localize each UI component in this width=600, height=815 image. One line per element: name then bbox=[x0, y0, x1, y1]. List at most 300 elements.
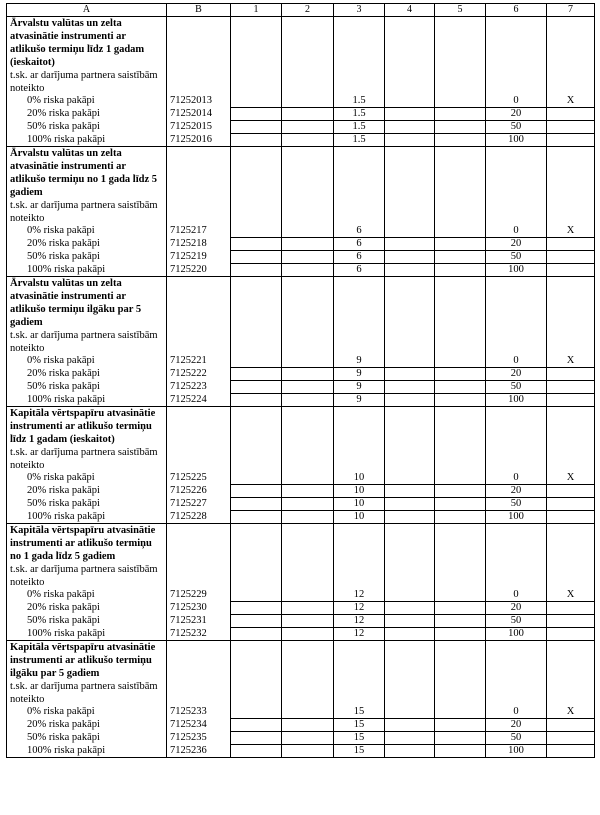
empty-cell bbox=[385, 225, 435, 238]
empty-cell bbox=[385, 472, 435, 485]
value-cell: 0 bbox=[486, 589, 547, 602]
value-cell: 6 bbox=[334, 225, 385, 238]
value-cell bbox=[547, 498, 595, 511]
value-cell: 50 bbox=[486, 381, 547, 394]
column-header: 1 bbox=[231, 4, 282, 17]
empty-cell bbox=[385, 628, 435, 641]
empty-cell bbox=[334, 147, 385, 226]
section-note: t.sk. ar darījuma partnera saistībām noteikto bbox=[10, 330, 158, 354]
empty-cell bbox=[385, 238, 435, 251]
empty-cell bbox=[435, 108, 486, 121]
value-cell: X bbox=[547, 225, 595, 238]
value-cell: 100 bbox=[486, 264, 547, 277]
empty-cell bbox=[231, 589, 282, 602]
risk-weight-label: 100% riska pakāpi bbox=[7, 511, 167, 524]
empty-cell bbox=[435, 641, 486, 707]
document-page bbox=[6, 3, 594, 758]
value-cell: 100 bbox=[486, 628, 547, 641]
table-row bbox=[7, 589, 595, 602]
column-header: 2 bbox=[282, 4, 334, 17]
empty-cell bbox=[231, 147, 282, 226]
risk-weight-label: 50% riska pakāpi bbox=[7, 121, 167, 134]
empty-cell bbox=[435, 472, 486, 485]
empty-cell bbox=[282, 472, 334, 485]
row-code: 71252014 bbox=[167, 108, 231, 121]
column-header: 6 bbox=[486, 4, 547, 17]
table-row bbox=[7, 251, 595, 264]
empty-cell bbox=[435, 745, 486, 758]
empty-cell bbox=[231, 745, 282, 758]
section-title-cell bbox=[7, 277, 167, 356]
empty-cell bbox=[486, 277, 547, 356]
section-header-row bbox=[7, 524, 595, 590]
value-cell: 20 bbox=[486, 719, 547, 732]
empty-cell bbox=[231, 628, 282, 641]
section-note: t.sk. ar darījuma partnera saistībām noteikto bbox=[10, 564, 158, 588]
empty-cell bbox=[282, 147, 334, 226]
risk-weight-label: 0% riska pakāpi bbox=[7, 706, 167, 719]
row-code: 7125227 bbox=[167, 498, 231, 511]
value-cell: 20 bbox=[486, 238, 547, 251]
empty-cell bbox=[385, 277, 435, 356]
table-row bbox=[7, 95, 595, 108]
value-cell: X bbox=[547, 589, 595, 602]
table-row bbox=[7, 485, 595, 498]
empty-cell bbox=[435, 485, 486, 498]
empty-cell bbox=[231, 251, 282, 264]
risk-weight-label: 0% riska pakāpi bbox=[7, 472, 167, 485]
section-title-cell bbox=[7, 147, 167, 226]
empty-cell bbox=[435, 381, 486, 394]
empty-cell bbox=[334, 17, 385, 96]
row-code: 7125226 bbox=[167, 485, 231, 498]
row-code: 7125222 bbox=[167, 368, 231, 381]
empty-cell bbox=[547, 524, 595, 590]
empty-cell bbox=[282, 381, 334, 394]
value-cell: 1.5 bbox=[334, 134, 385, 147]
table-row bbox=[7, 225, 595, 238]
risk-weight-label: 20% riska pakāpi bbox=[7, 238, 167, 251]
empty-cell bbox=[486, 407, 547, 473]
table-row bbox=[7, 745, 595, 758]
value-cell: 100 bbox=[486, 394, 547, 407]
value-cell: 0 bbox=[486, 706, 547, 719]
empty-cell bbox=[435, 251, 486, 264]
empty-cell bbox=[231, 498, 282, 511]
risk-weight-label: 100% riska pakāpi bbox=[7, 745, 167, 758]
value-cell bbox=[547, 134, 595, 147]
column-header: 7 bbox=[547, 4, 595, 17]
empty-cell bbox=[282, 108, 334, 121]
empty-cell bbox=[282, 264, 334, 277]
empty-cell bbox=[282, 407, 334, 473]
empty-cell bbox=[486, 524, 547, 590]
risk-weight-label: 50% riska pakāpi bbox=[7, 615, 167, 628]
empty-cell bbox=[385, 368, 435, 381]
table-row bbox=[7, 628, 595, 641]
value-cell: 50 bbox=[486, 732, 547, 745]
value-cell: 9 bbox=[334, 355, 385, 368]
section-title: Kapitāla vērtspapīru atvasinātie instrumenti ar atlikušo termiņu no 1 gada līdz 5 gadiem bbox=[10, 525, 156, 562]
empty-cell bbox=[282, 524, 334, 590]
section-note: t.sk. ar darījuma partnera saistībām noteikto bbox=[10, 70, 158, 94]
value-cell: 12 bbox=[334, 602, 385, 615]
table-row bbox=[7, 732, 595, 745]
empty-cell bbox=[231, 511, 282, 524]
empty-cell bbox=[547, 147, 595, 226]
empty-cell bbox=[231, 615, 282, 628]
table-row bbox=[7, 615, 595, 628]
row-code: 7125224 bbox=[167, 394, 231, 407]
risk-weight-table bbox=[6, 3, 595, 758]
section-note: t.sk. ar darījuma partnera saistībām noteikto bbox=[10, 200, 158, 224]
value-cell: 50 bbox=[486, 251, 547, 264]
value-cell: 10 bbox=[334, 472, 385, 485]
risk-weight-label: 20% riska pakāpi bbox=[7, 719, 167, 732]
value-cell bbox=[547, 108, 595, 121]
empty-cell bbox=[385, 602, 435, 615]
empty-cell bbox=[547, 17, 595, 96]
empty-cell bbox=[385, 589, 435, 602]
empty-cell bbox=[435, 394, 486, 407]
empty-cell bbox=[435, 121, 486, 134]
empty-cell bbox=[385, 524, 435, 590]
table-row bbox=[7, 121, 595, 134]
value-cell: 20 bbox=[486, 602, 547, 615]
value-cell: 15 bbox=[334, 732, 385, 745]
empty-cell bbox=[435, 589, 486, 602]
empty-cell bbox=[486, 147, 547, 226]
empty-cell bbox=[435, 225, 486, 238]
table-row bbox=[7, 238, 595, 251]
empty-cell bbox=[385, 485, 435, 498]
section-header-row bbox=[7, 147, 595, 226]
empty-cell bbox=[282, 394, 334, 407]
empty-cell bbox=[231, 381, 282, 394]
value-cell: 10 bbox=[334, 485, 385, 498]
empty-cell bbox=[385, 732, 435, 745]
risk-weight-label: 0% riska pakāpi bbox=[7, 95, 167, 108]
empty-cell bbox=[231, 238, 282, 251]
empty-cell bbox=[385, 498, 435, 511]
empty-cell bbox=[282, 602, 334, 615]
risk-weight-label: 20% riska pakāpi bbox=[7, 108, 167, 121]
value-cell: 50 bbox=[486, 615, 547, 628]
value-cell bbox=[547, 485, 595, 498]
value-cell bbox=[547, 238, 595, 251]
section-note: t.sk. ar darījuma partnera saistībām noteikto bbox=[10, 447, 158, 471]
empty-cell bbox=[435, 277, 486, 356]
empty-cell bbox=[435, 368, 486, 381]
value-cell: 1.5 bbox=[334, 95, 385, 108]
value-cell: 1.5 bbox=[334, 121, 385, 134]
empty-cell bbox=[282, 745, 334, 758]
risk-weight-label: 100% riska pakāpi bbox=[7, 628, 167, 641]
empty-cell bbox=[385, 745, 435, 758]
value-cell bbox=[547, 719, 595, 732]
empty-cell bbox=[282, 238, 334, 251]
value-cell: 0 bbox=[486, 355, 547, 368]
empty-cell bbox=[385, 641, 435, 707]
empty-cell bbox=[385, 121, 435, 134]
risk-weight-label: 20% riska pakāpi bbox=[7, 368, 167, 381]
value-cell: 9 bbox=[334, 368, 385, 381]
empty-cell bbox=[167, 407, 231, 473]
table-row bbox=[7, 134, 595, 147]
risk-weight-label: 100% riska pakāpi bbox=[7, 134, 167, 147]
table-row bbox=[7, 381, 595, 394]
value-cell bbox=[547, 511, 595, 524]
empty-cell bbox=[282, 17, 334, 96]
empty-cell bbox=[385, 511, 435, 524]
empty-cell bbox=[231, 225, 282, 238]
empty-cell bbox=[435, 602, 486, 615]
risk-weight-label: 50% riska pakāpi bbox=[7, 381, 167, 394]
empty-cell bbox=[385, 108, 435, 121]
value-cell: 10 bbox=[334, 511, 385, 524]
empty-cell bbox=[334, 407, 385, 473]
value-cell bbox=[547, 264, 595, 277]
row-code: 7125225 bbox=[167, 472, 231, 485]
empty-cell bbox=[231, 394, 282, 407]
risk-weight-label: 0% riska pakāpi bbox=[7, 589, 167, 602]
empty-cell bbox=[385, 134, 435, 147]
empty-cell bbox=[385, 719, 435, 732]
empty-cell bbox=[334, 277, 385, 356]
empty-cell bbox=[435, 355, 486, 368]
row-code: 7125220 bbox=[167, 264, 231, 277]
section-header-row bbox=[7, 277, 595, 356]
empty-cell bbox=[231, 706, 282, 719]
value-cell: 6 bbox=[334, 251, 385, 264]
empty-cell bbox=[282, 485, 334, 498]
value-cell: X bbox=[547, 355, 595, 368]
value-cell: 50 bbox=[486, 498, 547, 511]
risk-weight-label: 20% riska pakāpi bbox=[7, 602, 167, 615]
empty-cell bbox=[486, 641, 547, 707]
empty-cell bbox=[334, 524, 385, 590]
value-cell bbox=[547, 381, 595, 394]
section-header-row bbox=[7, 641, 595, 707]
empty-cell bbox=[282, 615, 334, 628]
row-code: 71252016 bbox=[167, 134, 231, 147]
risk-weight-label: 20% riska pakāpi bbox=[7, 485, 167, 498]
empty-cell bbox=[282, 589, 334, 602]
table-row bbox=[7, 108, 595, 121]
empty-cell bbox=[282, 628, 334, 641]
empty-cell bbox=[231, 108, 282, 121]
empty-cell bbox=[282, 498, 334, 511]
row-code: 7125233 bbox=[167, 706, 231, 719]
empty-cell bbox=[385, 264, 435, 277]
empty-cell bbox=[385, 706, 435, 719]
row-code: 7125234 bbox=[167, 719, 231, 732]
empty-cell bbox=[435, 95, 486, 108]
section-title: Ārvalstu valūtas un zelta atvasinātie instrumenti ar atlikušo termiņu ilgāku par 5 gadiem bbox=[10, 278, 142, 328]
column-header: 3 bbox=[334, 4, 385, 17]
section-title: Ārvalstu valūtas un zelta atvasinātie instrumenti ar atlikušo termiņu no 1 gada līdz 5 gadiem bbox=[10, 148, 158, 198]
empty-cell bbox=[231, 732, 282, 745]
row-code: 7125217 bbox=[167, 225, 231, 238]
empty-cell bbox=[167, 641, 231, 707]
empty-cell bbox=[547, 407, 595, 473]
empty-cell bbox=[435, 732, 486, 745]
value-cell: 15 bbox=[334, 745, 385, 758]
empty-cell bbox=[435, 628, 486, 641]
risk-weight-label: 100% riska pakāpi bbox=[7, 264, 167, 277]
risk-weight-label: 50% riska pakāpi bbox=[7, 498, 167, 511]
section-title-cell bbox=[7, 641, 167, 707]
empty-cell bbox=[231, 602, 282, 615]
risk-weight-label: 100% riska pakāpi bbox=[7, 394, 167, 407]
column-header: B bbox=[167, 4, 231, 17]
empty-cell bbox=[231, 17, 282, 96]
empty-cell bbox=[282, 706, 334, 719]
empty-cell bbox=[385, 407, 435, 473]
value-cell: 12 bbox=[334, 615, 385, 628]
empty-cell bbox=[231, 368, 282, 381]
empty-cell bbox=[231, 121, 282, 134]
empty-cell bbox=[435, 615, 486, 628]
empty-cell bbox=[282, 511, 334, 524]
value-cell bbox=[547, 615, 595, 628]
value-cell: 20 bbox=[486, 368, 547, 381]
value-cell: 1.5 bbox=[334, 108, 385, 121]
empty-cell bbox=[282, 368, 334, 381]
empty-cell bbox=[435, 238, 486, 251]
empty-cell bbox=[231, 95, 282, 108]
empty-cell bbox=[435, 134, 486, 147]
row-code: 71252013 bbox=[167, 95, 231, 108]
row-code: 7125236 bbox=[167, 745, 231, 758]
row-code: 7125235 bbox=[167, 732, 231, 745]
value-cell: 9 bbox=[334, 394, 385, 407]
empty-cell bbox=[435, 407, 486, 473]
empty-cell bbox=[435, 17, 486, 96]
row-code: 7125232 bbox=[167, 628, 231, 641]
section-title: Kapitāla vērtspapīru atvasinātie instrumenti ar atlikušo termiņu ilgāku par 5 gadiem bbox=[10, 642, 156, 679]
table-row bbox=[7, 498, 595, 511]
empty-cell bbox=[282, 641, 334, 707]
value-cell: 0 bbox=[486, 472, 547, 485]
value-cell bbox=[547, 121, 595, 134]
empty-cell bbox=[231, 641, 282, 707]
risk-weight-label: 0% riska pakāpi bbox=[7, 355, 167, 368]
value-cell: 100 bbox=[486, 745, 547, 758]
empty-cell bbox=[385, 355, 435, 368]
row-code: 7125218 bbox=[167, 238, 231, 251]
table-row bbox=[7, 472, 595, 485]
value-cell bbox=[547, 602, 595, 615]
empty-cell bbox=[231, 277, 282, 356]
header-row bbox=[7, 4, 595, 17]
empty-cell bbox=[282, 251, 334, 264]
value-cell: 9 bbox=[334, 381, 385, 394]
value-cell: 12 bbox=[334, 628, 385, 641]
table-row bbox=[7, 394, 595, 407]
value-cell bbox=[547, 628, 595, 641]
empty-cell bbox=[435, 498, 486, 511]
empty-cell bbox=[385, 147, 435, 226]
empty-cell bbox=[282, 95, 334, 108]
value-cell bbox=[547, 745, 595, 758]
empty-cell bbox=[282, 121, 334, 134]
table-row bbox=[7, 264, 595, 277]
table-row bbox=[7, 368, 595, 381]
empty-cell bbox=[231, 134, 282, 147]
section-title: Kapitāla vērtspapīru atvasinātie instrumenti ar atlikušo termiņu līdz 1 gadam (ieskaitot) bbox=[10, 408, 156, 445]
row-code: 7125229 bbox=[167, 589, 231, 602]
value-cell: 12 bbox=[334, 589, 385, 602]
value-cell: 50 bbox=[486, 121, 547, 134]
row-code: 7125228 bbox=[167, 511, 231, 524]
value-cell: 6 bbox=[334, 238, 385, 251]
column-header: 4 bbox=[385, 4, 435, 17]
section-title-cell bbox=[7, 407, 167, 473]
empty-cell bbox=[385, 381, 435, 394]
value-cell: 100 bbox=[486, 134, 547, 147]
row-code: 7125223 bbox=[167, 381, 231, 394]
section-note: t.sk. ar darījuma partnera saistībām noteikto bbox=[10, 681, 158, 705]
empty-cell bbox=[282, 225, 334, 238]
empty-cell bbox=[435, 706, 486, 719]
value-cell bbox=[547, 394, 595, 407]
empty-cell bbox=[167, 17, 231, 96]
value-cell: 15 bbox=[334, 719, 385, 732]
value-cell: 15 bbox=[334, 706, 385, 719]
empty-cell bbox=[385, 17, 435, 96]
value-cell: 6 bbox=[334, 264, 385, 277]
risk-weight-label: 0% riska pakāpi bbox=[7, 225, 167, 238]
empty-cell bbox=[167, 277, 231, 356]
section-header-row bbox=[7, 17, 595, 96]
value-cell: X bbox=[547, 472, 595, 485]
row-code: 7125231 bbox=[167, 615, 231, 628]
empty-cell bbox=[231, 719, 282, 732]
empty-cell bbox=[334, 641, 385, 707]
empty-cell bbox=[231, 485, 282, 498]
value-cell: X bbox=[547, 95, 595, 108]
empty-cell bbox=[547, 641, 595, 707]
value-cell: X bbox=[547, 706, 595, 719]
empty-cell bbox=[486, 17, 547, 96]
empty-cell bbox=[435, 511, 486, 524]
value-cell: 20 bbox=[486, 108, 547, 121]
column-header: A bbox=[7, 4, 167, 17]
empty-cell bbox=[435, 719, 486, 732]
empty-cell bbox=[282, 355, 334, 368]
empty-cell bbox=[435, 264, 486, 277]
empty-cell bbox=[385, 615, 435, 628]
column-header: 5 bbox=[435, 4, 486, 17]
empty-cell bbox=[167, 524, 231, 590]
value-cell: 0 bbox=[486, 95, 547, 108]
empty-cell bbox=[385, 394, 435, 407]
empty-cell bbox=[231, 472, 282, 485]
value-cell bbox=[547, 368, 595, 381]
risk-weight-label: 50% riska pakāpi bbox=[7, 732, 167, 745]
row-code: 7125230 bbox=[167, 602, 231, 615]
empty-cell bbox=[435, 524, 486, 590]
value-cell bbox=[547, 251, 595, 264]
row-code: 7125219 bbox=[167, 251, 231, 264]
empty-cell bbox=[231, 407, 282, 473]
row-code: 71252015 bbox=[167, 121, 231, 134]
empty-cell bbox=[231, 264, 282, 277]
table-body bbox=[7, 4, 595, 758]
empty-cell bbox=[385, 95, 435, 108]
value-cell bbox=[547, 732, 595, 745]
